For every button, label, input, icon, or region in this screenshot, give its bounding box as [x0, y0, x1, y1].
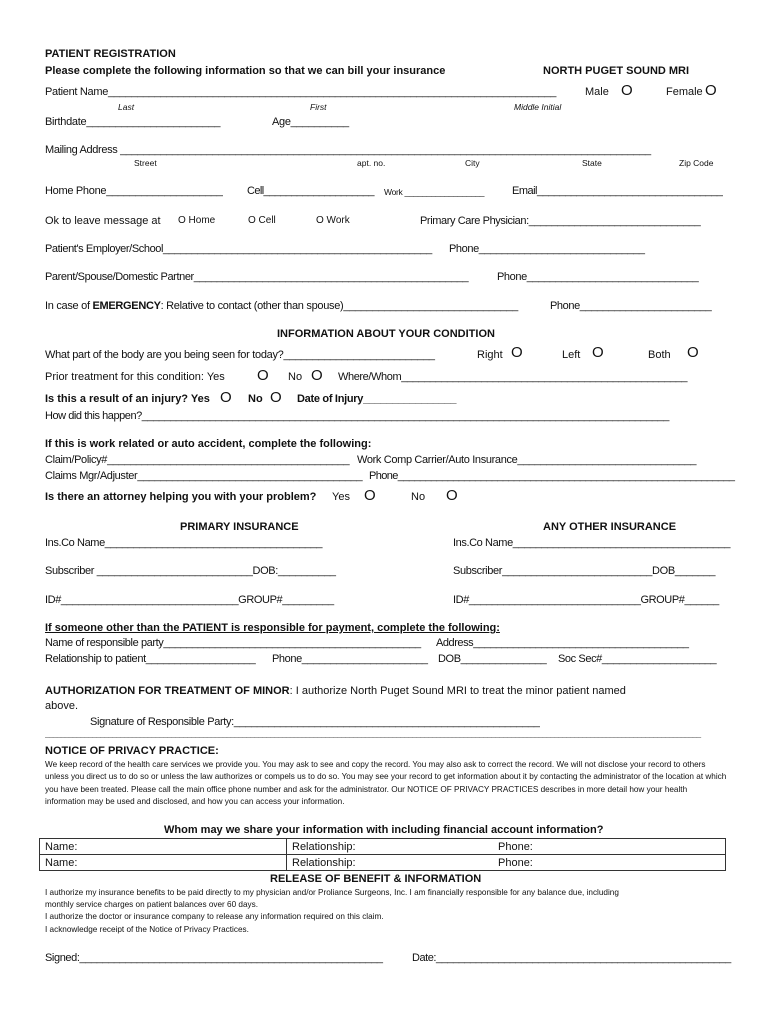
- attorney-label: Is there an attorney helping you with your problem?: [45, 491, 317, 503]
- other-insco-field[interactable]: Ins.Co Name______________________________________: [453, 537, 731, 549]
- sub-state: State: [582, 158, 602, 168]
- signed-field[interactable]: Signed:_____________________________________________________: [45, 952, 383, 964]
- claim-policy-field[interactable]: Claim/Policy#__________________________________________: [45, 454, 350, 466]
- responsible-address-field[interactable]: Address______________________________________: [436, 637, 689, 649]
- date-field[interactable]: Date:____________________________________________________: [412, 952, 731, 964]
- sub-middle: Middle Initial: [514, 102, 562, 112]
- responsible-heading: If someone other than the PATIENT is responsible for payment, complete the following:: [45, 622, 500, 634]
- adjuster-phone-field[interactable]: Phone_____________________________________________________________: [369, 470, 735, 482]
- org-name: NORTH PUGET SOUND MRI: [543, 65, 690, 77]
- primary-id-field[interactable]: ID#_______________________________GROUP#_________: [45, 594, 334, 606]
- release-line-3: I authorize the doctor or insurance company to release any information required on this claim.: [45, 912, 384, 921]
- sub-street: Street: [134, 158, 157, 168]
- prior-no-label: No: [288, 371, 303, 383]
- attorney-no-radio[interactable]: O: [446, 487, 458, 504]
- attorney-no-label: No: [411, 491, 426, 503]
- relationship-field[interactable]: Relationship to patient___________________: [45, 653, 256, 665]
- sub-city: City: [465, 158, 480, 168]
- share-phone-cell[interactable]: Phone:: [493, 855, 726, 871]
- female-radio[interactable]: O: [705, 82, 717, 99]
- other-subscriber-field[interactable]: Subscriber__________________________DOB_______: [453, 565, 716, 577]
- sub-zip: Zip Code: [679, 158, 714, 168]
- release-line-1: I authorize my insurance benefits to be paid directly to my physician and/or Proliance Surgeons, Inc. I am financially responsible for any balance due, including: [45, 888, 619, 897]
- employer-field[interactable]: Patient's Employer/School_______________________________________________: [45, 243, 432, 255]
- both-label: Both: [648, 349, 671, 361]
- other-id-field[interactable]: ID#______________________________GROUP#______: [453, 594, 719, 606]
- injury-label: Is this a result of an injury? Yes: [45, 393, 210, 405]
- form-title: PATIENT REGISTRATION: [45, 48, 176, 60]
- minor-text-cont: above.: [45, 700, 79, 712]
- privacy-body: We keep record of the health care services we provide you. You may ask to see and copy the record. You may also ask to correct the record. We will not disclose your record to others unless you direct us to do so or unless the law authorizes or compels us to do so. You may see your record to get information about it by contacting the administrator of the location at which you have been treated. Please call the main office phone number and ask for the administrator. Our NOTICE OF PRIVACY PRACTICES describes in more detail how your health information may be used and disclosed, and how you can access your information.: [45, 760, 727, 807]
- birthdate-field[interactable]: Birthdate_______________________: [45, 116, 221, 128]
- parent-phone-field[interactable]: Phone______________________________: [497, 271, 699, 283]
- share-relationship-cell[interactable]: Relationship:: [287, 839, 494, 855]
- share-heading: Whom may we share your information with including financial account information?: [164, 824, 604, 836]
- left-label: Left: [562, 349, 581, 361]
- age-field[interactable]: Age__________: [272, 116, 349, 128]
- form-subtitle: Please complete the following information so that we can bill your insurance: [45, 65, 446, 77]
- emergency-suffix: : Relative to contact (other than spouse)______________________________: [160, 300, 518, 312]
- share-relationship-cell[interactable]: Relationship:: [287, 855, 494, 871]
- emergency-bold: EMERGENCY: [92, 300, 161, 312]
- share-phone-cell[interactable]: Phone:: [493, 839, 726, 855]
- both-radio[interactable]: O: [687, 344, 699, 361]
- share-name-cell[interactable]: Name:: [40, 855, 287, 871]
- body-part-field[interactable]: What part of the body are you being seen for today?__________________________: [45, 349, 435, 361]
- where-whom-field[interactable]: Where/Whom__________________________________________________: [338, 371, 688, 383]
- primary-insurance-heading: PRIMARY INSURANCE: [180, 521, 299, 533]
- patient-name-field[interactable]: Patient Name_____________________________________________________________________________: [45, 86, 557, 98]
- sub-last: Last: [118, 102, 135, 112]
- responsible-phone-field[interactable]: Phone______________________: [272, 653, 428, 665]
- prior-treatment-label: Prior treatment for this condition: Yes: [45, 371, 225, 383]
- other-insurance-heading: ANY OTHER INSURANCE: [543, 521, 677, 533]
- soc-sec-field[interactable]: Soc Sec#____________________: [558, 653, 717, 665]
- how-happened-field[interactable]: How did this happen?_____________________________________________________________________________________________: [45, 410, 669, 422]
- date-of-injury-field[interactable]: Date of Injury________________: [297, 393, 457, 405]
- employer-phone-field[interactable]: Phone_____________________________: [449, 243, 645, 255]
- primary-insco-field[interactable]: Ins.Co Name______________________________________: [45, 537, 323, 549]
- share-row: [40, 855, 726, 871]
- responsible-name-field[interactable]: Name of responsible party_____________________________________________: [45, 637, 421, 649]
- message-work-option[interactable]: O Work: [316, 215, 350, 226]
- prior-yes-radio[interactable]: O: [257, 367, 269, 384]
- home-phone-field[interactable]: Home Phone____________________: [45, 185, 223, 197]
- left-radio[interactable]: O: [592, 344, 604, 361]
- attorney-yes-radio[interactable]: O: [364, 487, 376, 504]
- share-row: [40, 839, 726, 855]
- male-label: Male: [585, 86, 609, 98]
- injury-no-radio[interactable]: O: [270, 389, 282, 406]
- sub-first: First: [310, 102, 327, 112]
- emergency-phone-field[interactable]: Phone_______________________: [550, 300, 712, 312]
- emergency-prefix: In case of: [45, 300, 93, 312]
- section-divider: ______________________________________________________________________________________________________________________________________________________________________: [45, 729, 701, 738]
- emergency-contact-field[interactable]: [45, 300, 518, 312]
- work-field[interactable]: Work __________________: [384, 187, 485, 197]
- minor-heading: AUTHORIZATION FOR TREATMENT OF MINOR: [45, 685, 290, 697]
- right-radio[interactable]: O: [511, 344, 523, 361]
- male-radio[interactable]: O: [621, 82, 633, 99]
- minor-text: : I authorize North Puget Sound MRI to treat the minor patient named: [289, 685, 626, 697]
- ok-leave-message-label: Ok to leave message at: [45, 215, 161, 227]
- release-line-4: I acknowledge receipt of the Notice of Privacy Practices.: [45, 925, 249, 934]
- minor-authorization: [45, 685, 626, 697]
- parent-spouse-field[interactable]: Parent/Spouse/Domestic Partner________________________________________________: [45, 271, 469, 283]
- share-name-cell[interactable]: Name:: [40, 839, 287, 855]
- email-field[interactable]: Email_________________________________: [512, 185, 723, 197]
- privacy-heading: NOTICE OF PRIVACY PRACTICE:: [45, 745, 219, 757]
- release-heading: RELEASE OF BENEFIT & INFORMATION: [270, 873, 482, 885]
- work-related-heading: If this is work related or auto accident, complete the following:: [45, 438, 372, 450]
- right-label: Right: [477, 349, 503, 361]
- mailing-address-field[interactable]: Mailing Address ____________________________________________________________________________________________: [45, 144, 651, 156]
- message-cell-option[interactable]: O Cell: [248, 215, 276, 226]
- responsible-signature-field[interactable]: Signature of Responsible Party:_____________________________________________________: [90, 716, 540, 728]
- carrier-field[interactable]: Work Comp Carrier/Auto Insurance_______________________________: [357, 454, 697, 466]
- cell-field[interactable]: Cell____________________: [247, 185, 374, 197]
- prior-no-radio[interactable]: O: [311, 367, 323, 384]
- primary-care-physician-field[interactable]: Primary Care Physician:______________________________: [420, 215, 701, 227]
- female-label: Female: [666, 86, 703, 98]
- share-table: [39, 838, 726, 871]
- adjuster-field[interactable]: Claims Mgr/Adjuster_______________________________________: [45, 470, 363, 482]
- injury-yes-radio[interactable]: O: [220, 389, 232, 406]
- release-line-2: monthly service charges on patient balances over 60 days.: [45, 900, 258, 909]
- message-home-option[interactable]: O Home: [178, 215, 216, 226]
- condition-heading: INFORMATION ABOUT YOUR CONDITION: [277, 328, 495, 340]
- primary-subscriber-field[interactable]: Subscriber ___________________________DOB:__________: [45, 565, 336, 577]
- responsible-dob-field[interactable]: DOB_______________: [438, 653, 547, 665]
- sub-apt: apt. no.: [357, 158, 386, 168]
- injury-no-label: No: [248, 393, 263, 405]
- attorney-yes-label: Yes: [332, 491, 350, 503]
